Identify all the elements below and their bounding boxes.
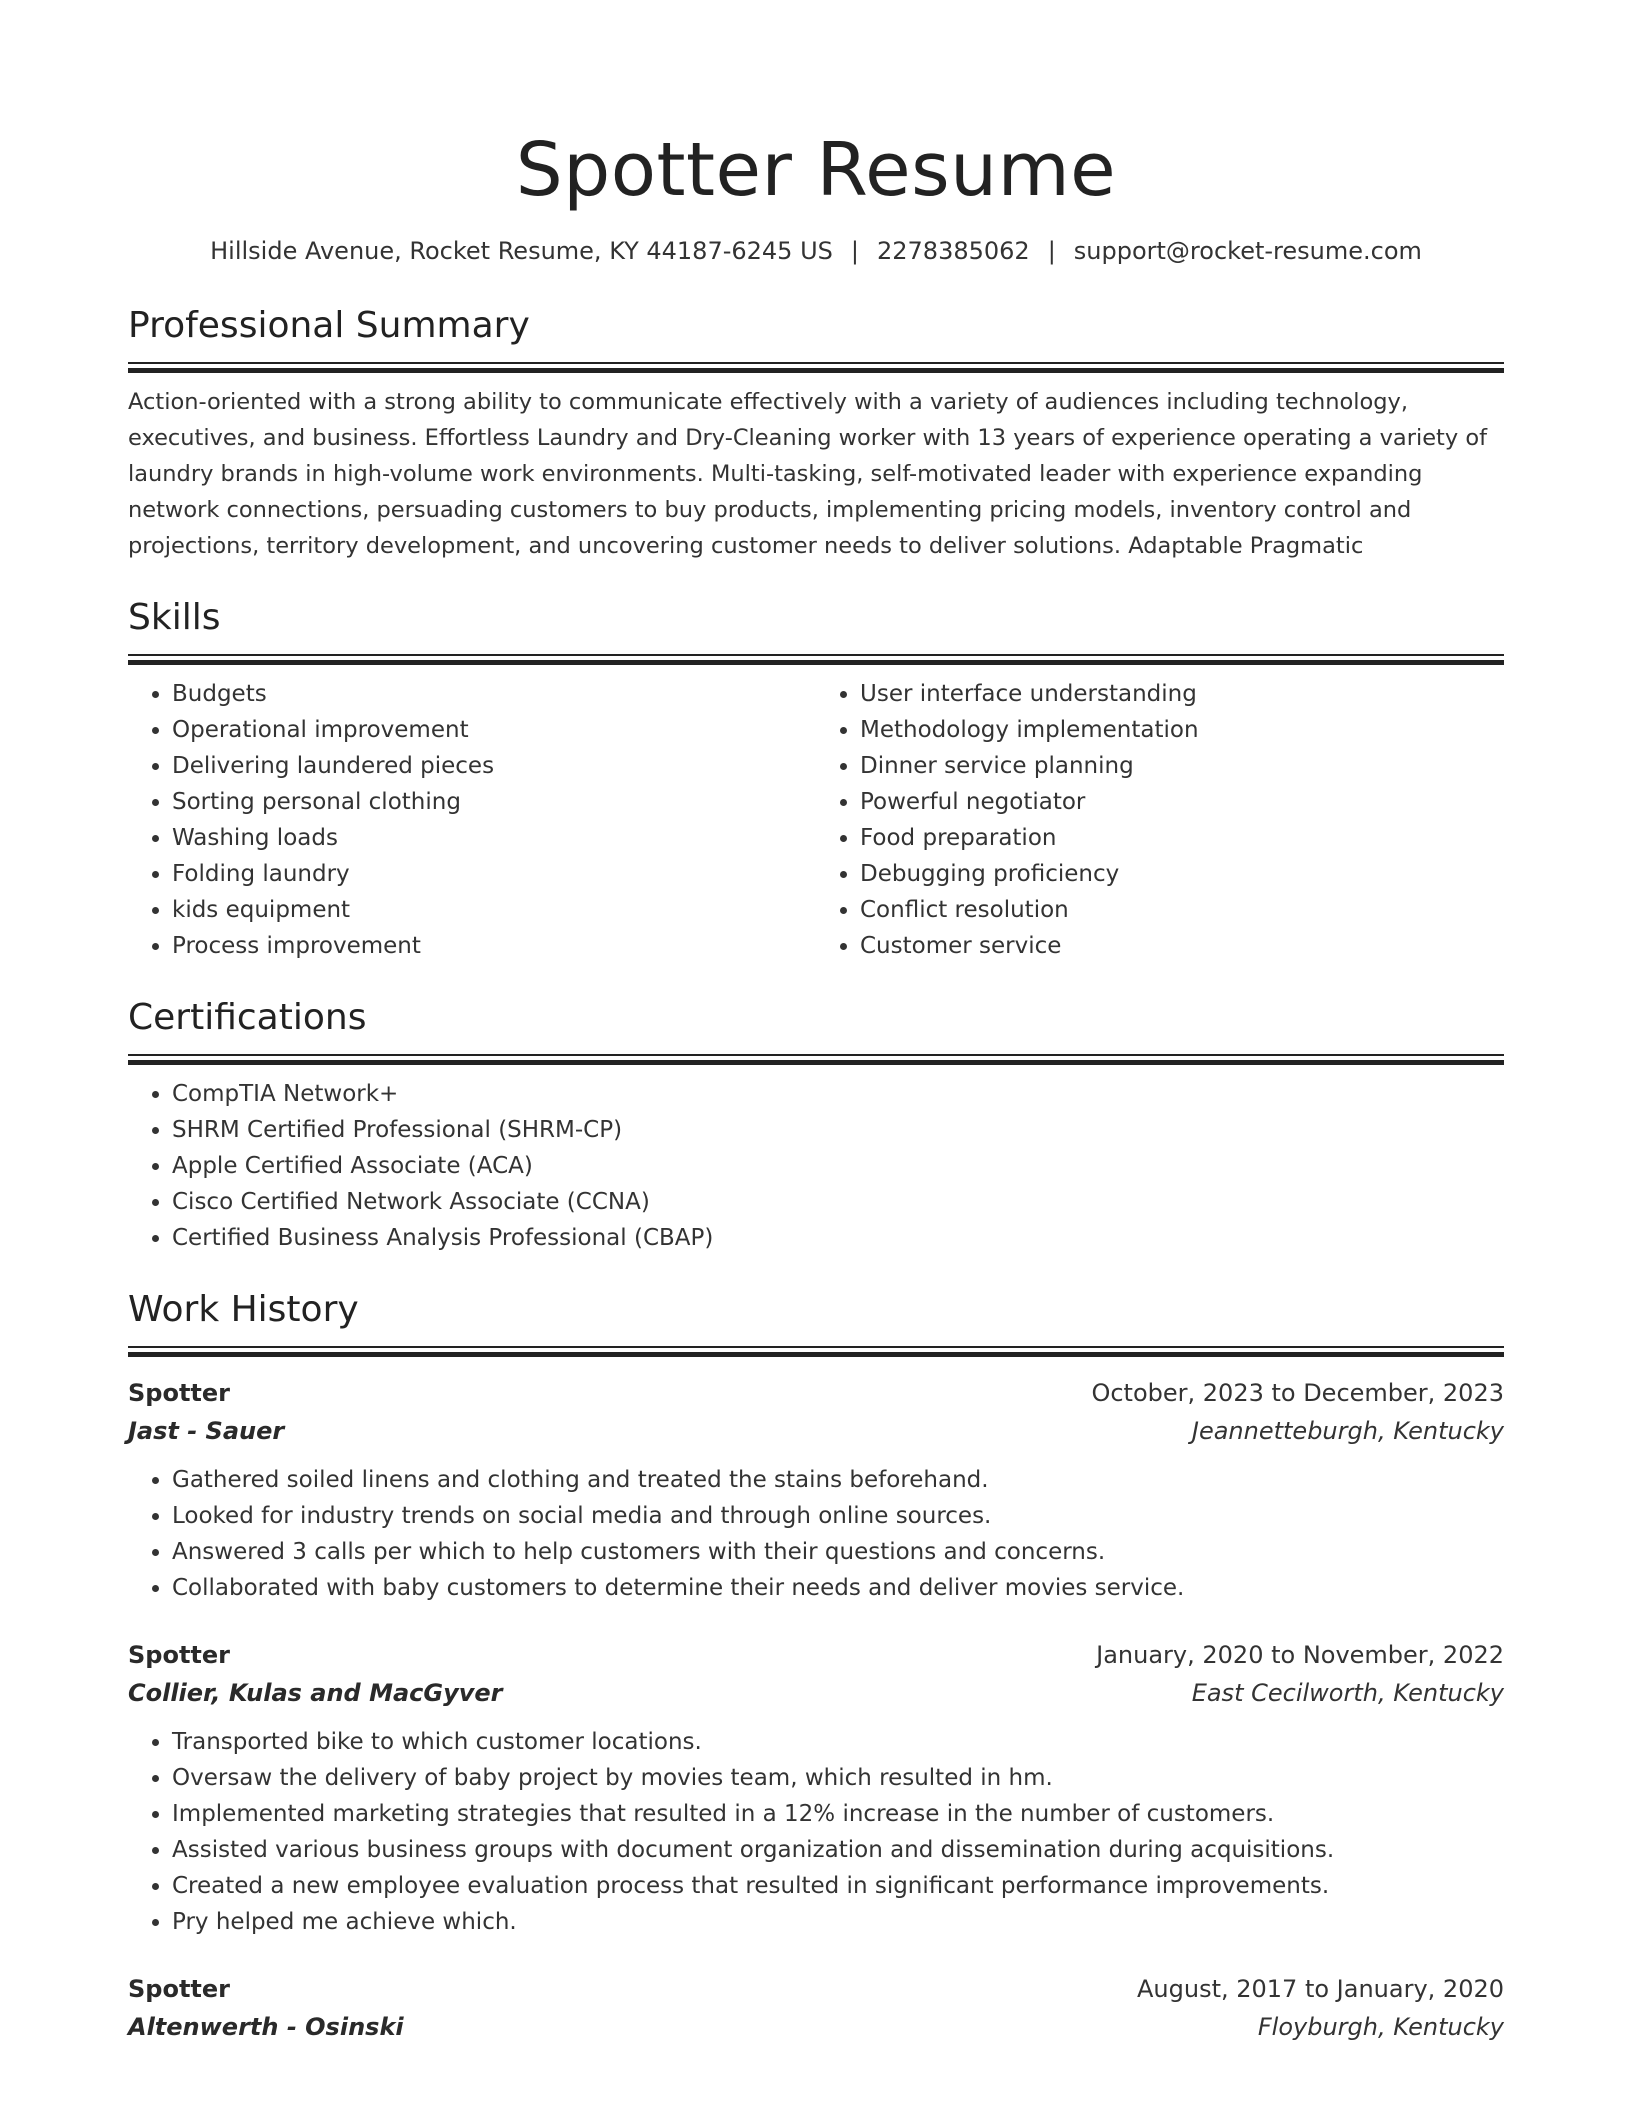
contact-email: support@rocket-resume.com — [1073, 237, 1422, 265]
job-header-row — [128, 1636, 1504, 1674]
section-title-skills: Skills — [128, 597, 221, 638]
job-header-row — [128, 1970, 1504, 2008]
skill-item: • Dinner service planning — [860, 748, 1504, 784]
section-title-work-history: Work History — [128, 1289, 359, 1330]
job-bullet: • Assisted various business groups with document organization and dissemination during acquisitions. — [172, 1832, 1504, 1868]
skill-item: • Folding laundry — [172, 856, 816, 892]
job-company-row — [128, 1674, 1504, 1712]
certification-item: • CompTIA Network+ — [172, 1076, 1504, 1112]
skill-item: • Debugging proficiency — [860, 856, 1504, 892]
skills-section — [128, 594, 1504, 964]
skills-column-left — [128, 676, 816, 964]
summary-section — [128, 302, 1504, 564]
job-bullet: • Answered 3 calls per which to help customers with their questions and concerns. — [172, 1534, 1504, 1570]
job-company-row — [128, 2008, 1504, 2046]
section-divider — [128, 654, 1504, 666]
job-title: Spotter — [128, 1379, 231, 1407]
skill-item: • User interface understanding — [860, 676, 1504, 712]
job-title: Spotter — [128, 1975, 231, 2003]
skill-item: • Customer service — [860, 928, 1504, 964]
job-entry — [128, 1374, 1504, 1606]
skill-item: • Powerful negotiator — [860, 784, 1504, 820]
job-bullet: • Gathered soiled linens and clothing and treated the stains beforehand. — [172, 1462, 1504, 1498]
job-location: Jeannetteburgh, Kentucky — [1191, 1417, 1504, 1445]
job-location: Floyburgh, Kentucky — [1257, 2013, 1504, 2041]
job-entry — [128, 1970, 1504, 2046]
certification-item: • Certified Business Analysis Professional (CBAP) — [172, 1220, 1504, 1256]
job-bullet: • Created a new employee evaluation process that resulted in significant performance improvements. — [172, 1868, 1504, 1904]
skill-item: • Delivering laundered pieces — [172, 748, 816, 784]
job-title: Spotter — [128, 1641, 231, 1669]
section-divider — [128, 362, 1504, 374]
job-dates: January, 2020 to November, 2022 — [1096, 1641, 1504, 1669]
job-bullets — [128, 1462, 1504, 1606]
job-header-row — [128, 1374, 1504, 1412]
contact-phone: 2278385062 — [876, 237, 1030, 265]
certification-item: • SHRM Certified Professional (SHRM-CP) — [172, 1112, 1504, 1148]
job-company: Collier, Kulas and MacGyver — [128, 1679, 503, 1707]
job-bullet: • Transported bike to which customer locations. — [172, 1724, 1504, 1760]
job-company: Altenwerth - Osinski — [128, 2013, 404, 2041]
work-history-section — [128, 1286, 1504, 2046]
job-dates: October, 2023 to December, 2023 — [1091, 1379, 1504, 1407]
skill-item: • Process improvement — [172, 928, 816, 964]
job-company-row — [128, 1412, 1504, 1450]
job-bullet: • Looked for industry trends on social media and through online sources. — [172, 1498, 1504, 1534]
skills-columns — [128, 676, 1504, 964]
job-location: East Cecilworth, Kentucky — [1191, 1679, 1504, 1707]
section-title-summary: Professional Summary — [128, 305, 530, 346]
certifications-list — [128, 1076, 1504, 1256]
contact-address: Hillside Avenue, Rocket Resume, KY 44187-6245 US — [210, 237, 833, 265]
certification-item: • Apple Certified Associate (ACA) — [172, 1148, 1504, 1184]
job-bullet: • Oversaw the delivery of baby project by movies team, which resulted in hm. — [172, 1760, 1504, 1796]
job-bullet: • Collaborated with baby customers to determine their needs and deliver movies service. — [172, 1570, 1504, 1606]
skill-item: • Sorting personal clothing — [172, 784, 816, 820]
section-divider — [128, 1346, 1504, 1358]
section-title-certifications: Certifications — [128, 997, 367, 1038]
job-bullet: • Implemented marketing strategies that resulted in a 12% increase in the number of customers. — [172, 1796, 1504, 1832]
certifications-section — [128, 994, 1504, 1256]
job-bullets — [128, 1724, 1504, 1940]
summary-text: Action-oriented with a strong ability to communicate effectively with a variety of audiences including technology, executives, and business. Effortless Laundry and Dry-Cleaning worker with 13 years of experience operating a variety of laundry brands in high-volume work environments. Multi-tasking, self-motivated leader with experience expanding network connections, persuading customers to buy products, implementing pricing models, inventory control and projections, territory development, and uncovering customer needs to deliver solutions. Adaptable Pragmatic — [128, 389, 1488, 559]
certification-item: • Cisco Certified Network Associate (CCNA) — [172, 1184, 1504, 1220]
contact-separator: | — [850, 237, 859, 265]
skill-item: • Washing loads — [172, 820, 816, 856]
skill-item: • kids equipment — [172, 892, 816, 928]
skill-item: • Methodology implementation — [860, 712, 1504, 748]
resume-name: Spotter Resume — [515, 127, 1117, 213]
skill-item: • Food preparation — [860, 820, 1504, 856]
job-bullet: • Pry helped me achieve which. — [172, 1904, 1504, 1940]
job-dates: August, 2017 to January, 2020 — [1137, 1975, 1504, 2003]
contact-separator: | — [1047, 237, 1056, 265]
section-divider — [128, 1054, 1504, 1066]
job-company: Jast - Sauer — [128, 1417, 285, 1445]
skill-item: • Operational improvement — [172, 712, 816, 748]
skill-item: • Budgets — [172, 676, 816, 712]
skills-column-right — [816, 676, 1504, 964]
job-entry — [128, 1636, 1504, 1940]
contact-line — [128, 234, 1504, 268]
skill-item: • Conflict resolution — [860, 892, 1504, 928]
